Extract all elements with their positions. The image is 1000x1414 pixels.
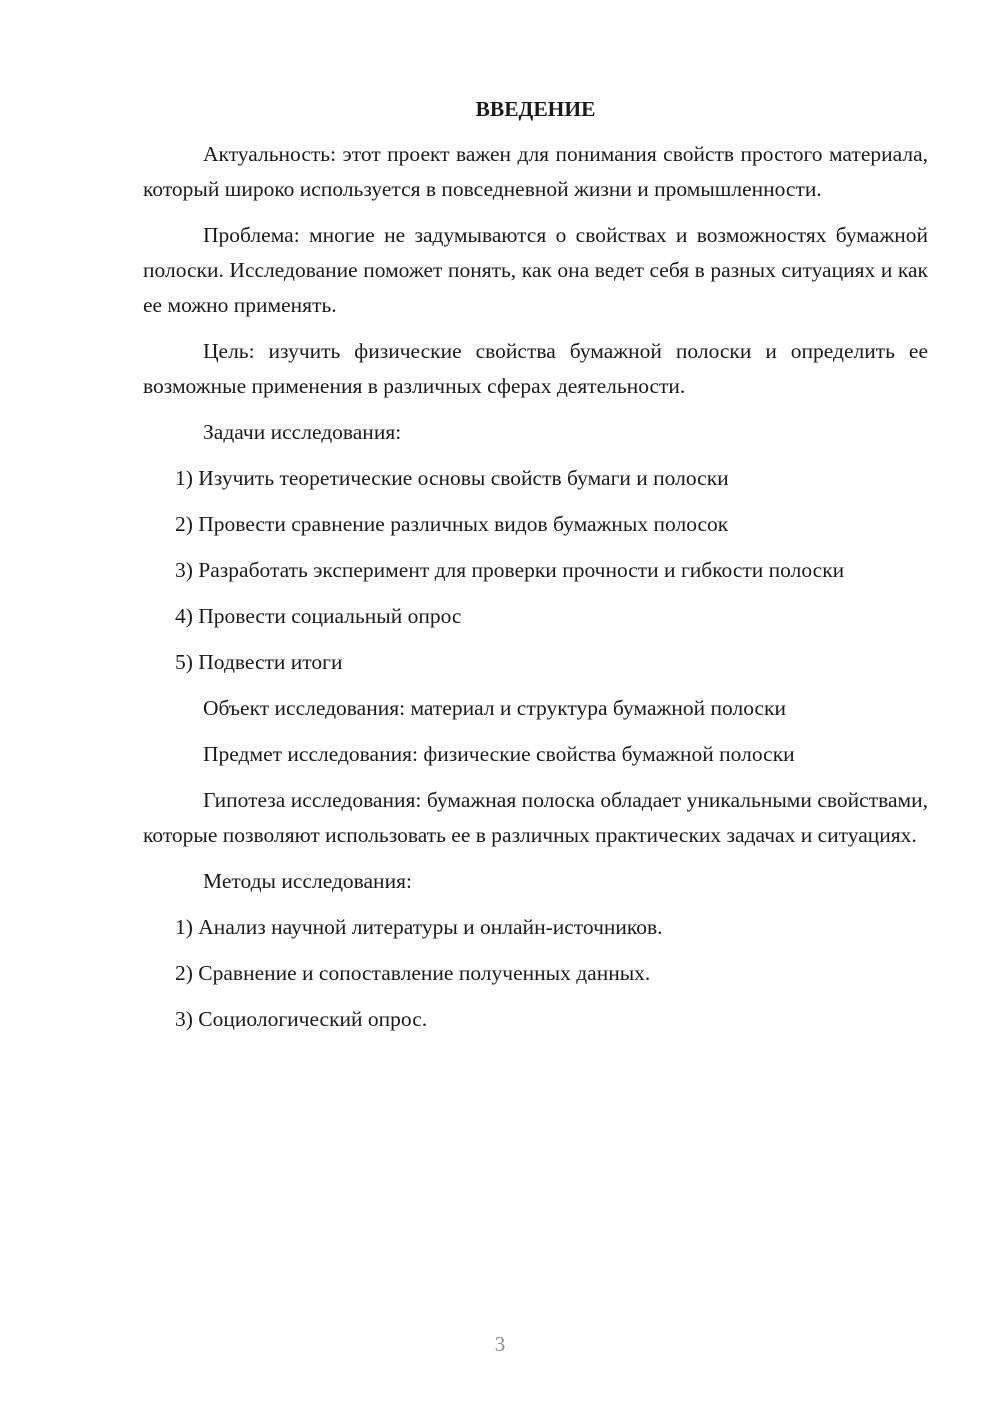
document-page xyxy=(143,92,928,1048)
goal-paragraph: Цель: изучить физические свойства бумажной полоски и определить ее возможные применения в различных сферах деятельности. xyxy=(143,339,928,398)
subject-paragraph: Предмет исследования: физические свойства бумажной полоски xyxy=(203,742,795,766)
task-item: 3) Разработать эксперимент для проверки прочности и гибкости полоски xyxy=(175,558,845,582)
method-item: 3) Социологический опрос. xyxy=(175,1007,428,1031)
task-item: 5) Подвести итоги xyxy=(175,650,343,674)
method-item: 2) Сравнение и сопоставление полученных данных. xyxy=(175,961,651,985)
relevance-paragraph: Актуальность: этот проект важен для понимания свойств простого материала, который широко используется в повседневной жизни и промышленности. xyxy=(143,142,928,201)
section-title: ВВЕДЕНИЕ xyxy=(475,97,596,121)
page-number: 3 xyxy=(494,1332,506,1356)
hypothesis-paragraph: Гипотеза исследования: бумажная полоска обладает уникальными свойствами, которые позволяют использовать ее в различных практических задачах и ситуациях. xyxy=(143,788,928,847)
task-item: 2) Провести сравнение различных видов бумажных полосок xyxy=(175,512,729,536)
methods-heading: Методы исследования: xyxy=(203,869,412,893)
task-item: 1) Изучить теоретические основы свойств бумаги и полоски xyxy=(175,466,729,490)
method-item: 1) Анализ научной литературы и онлайн-источников. xyxy=(175,915,663,939)
tasks-heading: Задачи исследования: xyxy=(203,420,402,444)
task-item: 4) Провести социальный опрос xyxy=(175,604,462,628)
object-paragraph: Объект исследования: материал и структура бумажной полоски xyxy=(203,696,786,720)
problem-paragraph: Проблема: многие не задумываются о свойствах и возможностях бумажной полоски. Исследование поможет понять, как она ведет себя в разных ситуациях и как ее можно применять. xyxy=(143,223,928,317)
